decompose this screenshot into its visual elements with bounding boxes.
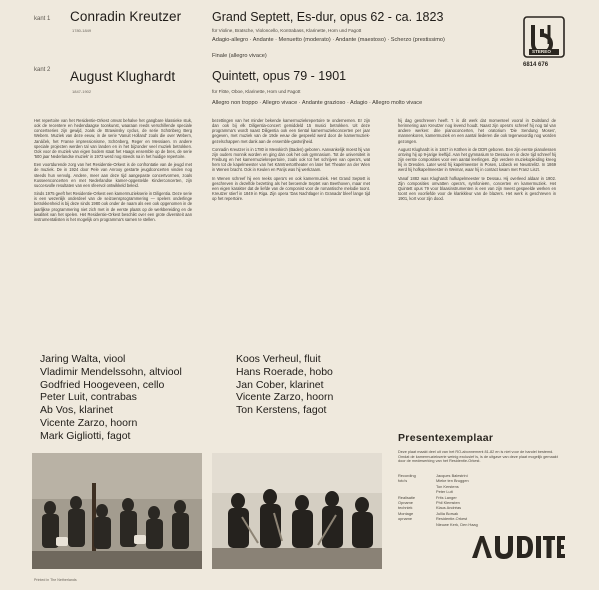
essay-paragraph: Conradin Kreutzer is in 1780 in Messkirch (Baden) geboren. Aanvankelijk moest hij van zijn ouders monnik worden en ging dan ook het ook gymnasium. Tot de universiteit in Freiburg en het kamermuziekrepertoire, zoals ook tot het schrijven van opera's, wat hem tot de kapelmeester van het Kärntnertortheater en later het Theater an der Wien in Wenen bracht. Ook in Keulen en Parijs was hij werkzaam. <box>212 146 370 173</box>
musician-name: Peter Luit, contrabas <box>40 391 137 404</box>
musician-name: Mark Gigliotti, fagot <box>40 429 131 442</box>
essay-paragraph: hij dag geschreven heeft. 't is dit werk dat momenteel vooral in Duitsland de herinnering aan Kreutzer nog levend houdt. Naast zijn opera's schreef hij nog tal van andere werken: drie pianoconcerten, het oratorium 'Die Sendung Moses', mannenkoren, kamermuziek en een aantal liederen die ook tegenwoordig nog worden gezongen. <box>398 118 556 144</box>
essay-paragraph: Vanaf 1882 was Klughardt hofkapelmeester te Dessau. Hij overleed aldaar in 1902. Zijn composities omvatten opera's, symfonieën, concerten en kamermuziek. Het Quintett opus 79 voor blaasinstrumenten is een van zijn meest gespeelde werken en toont een voorliefde voor de klankkleur van de blazers. Het werk is geschreven in 1901, kort voor zijn dood. <box>398 175 556 202</box>
essay-column-3 <box>398 118 556 418</box>
essay-paragraph: In Wenen schreef hij een reeks opera's en ook kamermuziek. Het Grand Septett is geschreven in dezelfde bezetting als het beroemde Septet van Beethoven, maar met een eigen karakter dat de liefde van de componist voor de romantische melodie toont. Kreutzer stierf in 1849 in Riga. Zijn opera 'Das Nachtlager in Granada' bleef lange tijd op het repertoire. <box>212 175 370 202</box>
side2-years: 1847-1902 <box>72 89 92 94</box>
side1-finale: Finale (allegro vivace) <box>212 53 267 59</box>
credit-line: Opname Phil Klemsten <box>398 500 460 506</box>
musician-name: Vicente Zarzo, hoorn <box>40 416 138 429</box>
side2-label: kant 2 <box>34 67 51 73</box>
audite-logo <box>470 530 566 562</box>
quintet-photo <box>212 453 382 569</box>
side2-composer: August Klughardt <box>70 69 176 84</box>
musician-name: Ab Vos, klarinet <box>40 404 113 417</box>
septet-musicians <box>40 353 182 443</box>
catalog-number: 6814 676 <box>523 62 549 68</box>
side2-instrumentation: für Flöte, Oboe, Klarinette, Horn und Fagott <box>212 89 301 94</box>
musician-name: Godfried Hoogeveen, cello <box>40 378 165 391</box>
credit-line: opname Residentie-Orkest <box>398 516 468 522</box>
credit-line: Montage Jullia Borsak <box>398 510 459 516</box>
essay-paragraph: August Klughardt is in 1847 in Köthen in de DDR geboren. Een zijn eerste pianolessen ontving hij op 9-jarige leeftijd. Aan het gymnasium te Dessau en in deze tijd schreef hij zijn eerste composities voor een aantal leerlingen. Zijn verdere muziekopleiding kreeg hij in Dresden. Later werd hij kapelmeester in Posen, Lübeck en Neustrelitz. In 1869 werd hij hofkapelmeester in Weimar, waar hij in contact kwam met Franz Liszt. <box>398 146 556 173</box>
credit-line: Realisatie Frits Langer <box>398 494 457 500</box>
credit-line: Recording Jacques Balestrini <box>398 473 468 478</box>
musician-name: Vicente Zarzo, hoorn <box>236 391 334 404</box>
essay-paragraph: Sinds 1975 geeft het Residentie-Orkest een kamermuziekserie in Diligentia. Deze serie is een wezenlijk onderdeel van de seizoensprogrammering — spelers onderlinge betrokkenheid is bij deze sinds 1980 ook onder de naam als een ook opgenomen in de jaarlijkse programmering niet zich met in de eerste plaats op de werkbereiding en de kwaliteit van het spelen. Het Residentie-Orkest beschikt over een grote diversiteit aan instrumentalisten is het mogelijk om programma's samen te stellen. <box>34 191 192 222</box>
stereo-label: STEREO <box>532 49 551 54</box>
presentation-title: Presentexemplaar <box>398 432 494 444</box>
essay-column-2 <box>212 118 370 322</box>
musician-name: Jan Cober, klarinet <box>236 378 324 391</box>
side1-label: kant 1 <box>34 16 51 22</box>
musician-name: Ton Kerstens, fagot <box>236 404 327 417</box>
credit-line: Nieuwe Kerk, Den Haag <box>436 521 478 527</box>
essay-paragraph: Het repertoire van het Residentie-Orkest omvat behalve het gangbare klassieke stuk, ook de recentere en hedendaagse toonkunst, waaraan reeds verschillende speciale concertseries zijn gewijd, zoals de Strawinsky cyclus, de serie Schönberg Berg Webern. Muziek van deze eeuw, in de serie 'Vanuit Holland' zoals die over Webern, Janáček, het Franse impressionisme, Schönberg, Reger en Messiaen. In andere speciale projecten werden tal van landen en in het bijzonder veel muziek betrokken. Ook voor de muziek van eigen bodem staat het Haags ensemble op de bres, de serie '500 jaar Nederlandse muziek' in 1973 werd nog steeds na in het huidige repertoire. <box>34 118 192 160</box>
presentation-note: Deze plaat maakt deel uit van het RO-abonnement 81-82 en is niet voor de handel bestemd. Omdat de kamermuziekserie weinig exclusief is, is de uitgave van deze plaat mogelijk gemaakt door de medewerking van het Residentie-Orkest. <box>398 450 558 464</box>
brand-name <box>566 530 567 531</box>
side2-work-title: Quintett, opus 79 - 1901 <box>212 69 347 83</box>
side1-composer: Conradin Kreutzer <box>70 9 182 24</box>
essay-paragraph: bezettingen van het minder bekende kamermuziekrepertoire te ondernemen. Er zijn dan ook bij elk Diligentia-concert gemiddeld 15 musici betrokken. Uit deze programma's wordt naast Diligentia ook een tiental kamermuziekconcerten per jaar gegeven, met muziek van de 19de eeuw die gespeeld werd door de kamermuziek-gezelschappen met dank aan de ensemble-gastvrijheid. <box>212 118 370 144</box>
side2-movements: Allegro non troppo · Allegro vivace · Andante grazioso · Adagio · Allegro molto vivace <box>212 100 423 106</box>
credit-line: foto's Mieke ten Bruggen <box>398 478 469 484</box>
musician-name: Jaring Walta, viool <box>40 353 126 365</box>
musician-name: Hans Roerade, hobo <box>236 365 333 378</box>
side1-work-title: Grand Septett, Es-dur, opus 62 - ca. 1823 <box>212 10 444 24</box>
musician-name: Vladimir Mendelssohn, altviool <box>40 365 182 378</box>
side1-instrumentation: für Violine, Bratsche, Violoncello, Kontrabass, Klarinette, Horn und Fagott <box>212 28 362 33</box>
credit-line: techniek Klaus Andréas <box>398 505 462 511</box>
printed-note: Printed in The Netherlands <box>34 578 77 582</box>
side1-movements: Adagio-allegro · Andante · Menuetto (moderato) · Andante (maestoso) · Scherzo (prestissimo) <box>212 37 445 43</box>
musician-name: Koos Verheul, fluit <box>236 353 321 365</box>
septet-photo <box>32 453 202 569</box>
production-credits <box>398 473 568 527</box>
credit-line: Ton Kerstens <box>436 483 459 489</box>
essay-paragraph: Een voortdurende zorg van het Residentie-Orkest is de confrontatie van de jeugd met de muziek. De in 1924 door Pele van Anrooy gestarte jeugdconcerten vinden nog steeds hun vervolg. Andere, meer aan deze tijd aangepaste concertvormen, zoals Kusseenconcerten en met Nederlandse kamer-opgestelde Kinderconcerten, zijn succesvolle resultaten van een sfeervol ontwikkeld beleid. <box>34 162 192 188</box>
credit-line: Peter Luit <box>436 489 453 495</box>
side1-years: 1780-1849 <box>72 28 92 33</box>
audite-logo-icon <box>470 530 566 562</box>
quintet-musicians <box>236 353 333 417</box>
essay-column-1 <box>34 118 192 322</box>
